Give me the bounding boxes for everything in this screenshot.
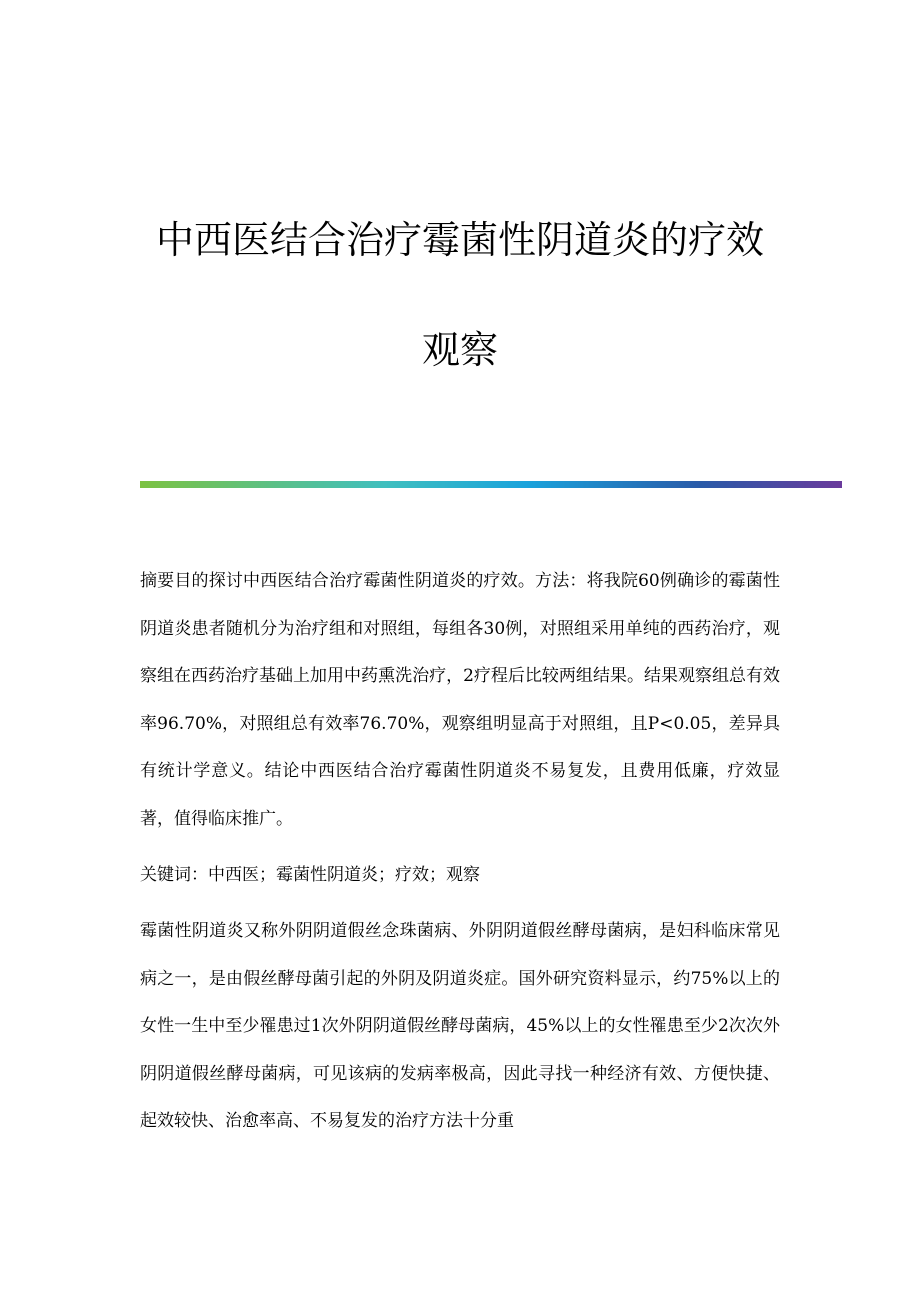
keywords-line: 关键词：中西医；霉菌性阴道炎；疗效；观察 bbox=[140, 865, 480, 885]
gradient-divider bbox=[140, 481, 842, 488]
intro-paragraph: 霉菌性阴道炎又称外阴阴道假丝念珠菌病、外阴阴道假丝酵母菌病，是妇科临床常见病之一，是由假丝酵母菌引起的外阴及阴道炎症。国外研究资料显示，约75%以上的女性一生中至少罹患过1次外阴阴道假丝酵母菌病，45%以上的女性罹患至少2次次外阴阴道假丝酵母菌病，可见该病的发病率极高，因此寻找一种经济有效、方便快捷、起效较快、治愈率高、不易复发的治疗方法十分重 bbox=[140, 921, 780, 1131]
page-title: 中西医结合治疗霉菌性阴道炎的疗效观察 bbox=[155, 218, 764, 372]
abstract-paragraph: 摘要目的探讨中西医结合治疗霉菌性阴道炎的疗效。方法：将我院60例确诊的霉菌性阴道炎患者随机分为治疗组和对照组，每组各30例，对照组采用单纯的西药治疗，观察组在西药治疗基础上加用中药熏洗治疗，2疗程后比较两组结果。结果观察组总有效率96.70%，对照组总有效率76.70%，观察组明显高于对照组，且P<0.05，差异具有统计学意义。结论中西医结合治疗霉菌性阴道炎不易复发，且费用低廉，疗效显著，值得临床推广。 bbox=[140, 571, 780, 829]
